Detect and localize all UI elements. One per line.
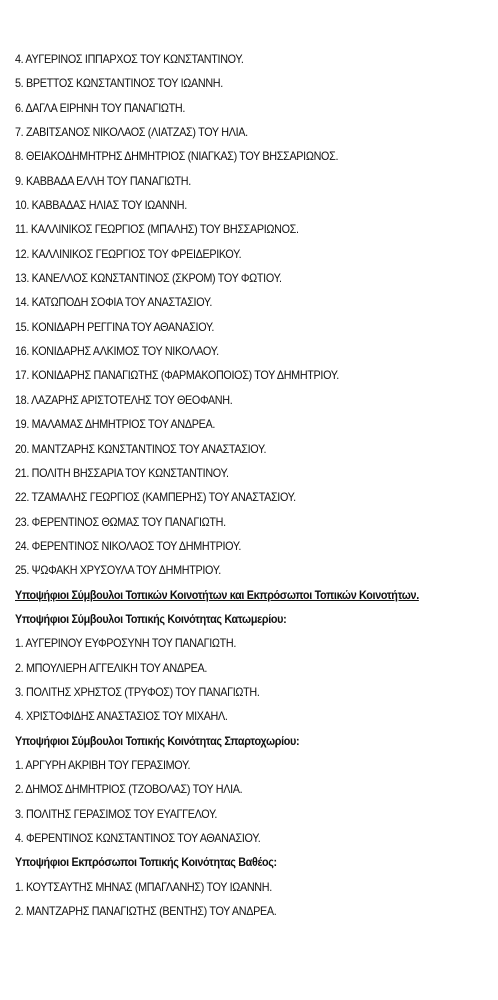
list-item-text: 3. ΠΟΛΙΤΗΣ ΓΕΡΑΣΙΜΟΣ ΤΟΥ ΕΥΑΓΓΕΛΟΥ. <box>15 807 218 821</box>
list-item-text: 7. ΖΑΒΙΤΣΑΝΟΣ ΝΙΚΟΛΑΟΣ (ΛΙΑΤΖΑΣ) ΤΟΥ ΗΛΙΑ. <box>15 126 248 140</box>
list-item <box>15 806 458 830</box>
list-item <box>15 562 458 586</box>
list-item-text: 15. ΚΟΝΙΔΑΡΗ ΡΕΓΓΙΝΑ ΤΟΥ ΑΘΑΝΑΣΙΟΥ. <box>15 320 215 334</box>
list-item <box>15 173 458 197</box>
list-item <box>15 757 458 781</box>
list-item-text: 14. ΚΑΤΩΠΟΔΗ ΣΟΦΙΑ ΤΟΥ ΑΝΑΣΤΑΣΙΟΥ. <box>15 296 213 310</box>
list-item <box>15 100 458 124</box>
list-item <box>15 441 458 465</box>
list-item-text: 2. ΔΗΜΟΣ ΔΗΜΗΤΡΙΟΣ (ΤΖΟΒΟΛΑΣ) ΤΟΥ ΗΛΙΑ. <box>15 783 243 797</box>
list-item <box>15 221 458 245</box>
list-item <box>15 489 458 513</box>
list-item-text: 2. ΜΠΟΥΛΙΕΡΗ ΑΓΓΕΛΙΚΗ ΤΟΥ ΑΝΔΡΕΑ. <box>15 661 208 675</box>
list-item <box>15 367 458 391</box>
list-item <box>15 319 458 343</box>
section-heading <box>15 854 458 878</box>
list-item <box>15 635 458 659</box>
list-item <box>15 75 458 99</box>
list-item <box>15 708 458 732</box>
list-item-text: 9. ΚΑΒΒΑΔΑ ΕΛΛΗ ΤΟΥ ΠΑΝΑΓΙΩΤΗ. <box>15 174 191 188</box>
section-heading-text: Υποψήφιοι Σύμβουλοι Τοπικής Κοινότητας Σπαρτοχωρίου: <box>15 734 300 748</box>
list-item <box>15 124 458 148</box>
section-heading <box>15 587 458 611</box>
section-heading-text: Υποψήφιοι Εκπρόσωποι Τοπικής Κοινότητας Βαθέος: <box>15 856 277 870</box>
list-item-text: 4. ΧΡΙΣΤΟΦΙΔΗΣ ΑΝΑΣΤΑΣΙΟΣ ΤΟΥ ΜΙΧΑΗΛ. <box>15 710 228 724</box>
list-item <box>15 781 458 805</box>
list-item-text: 1. ΑΡΓΥΡΗ ΑΚΡΙΒΗ ΤΟΥ ΓΕΡΑΣΙΜΟΥ. <box>15 758 191 772</box>
list-item <box>15 51 458 75</box>
list-item-text: 8. ΘΕΙΑΚΟΔΗΜΗΤΡΗΣ ΔΗΜΗΤΡΙΟΣ (ΝΙΑΓΚΑΣ) ΤΟΥ ΒΗΣΣΑΡΙΩΝΟΣ. <box>15 150 339 164</box>
list-item <box>15 197 458 221</box>
section-heading <box>15 611 458 635</box>
list-item-text: 11. ΚΑΛΛΙΝΙΚΟΣ ΓΕΩΡΓΙΟΣ (ΜΠΑΛΗΣ) ΤΟΥ ΒΗΣΣΑΡΙΩΝΟΣ. <box>15 223 299 237</box>
section-heading-text: Υποψήφιοι Σύμβουλοι Τοπικών Κοινοτήτων και Εκπρόσωποι Τοπικών Κοινοτήτων. <box>15 588 419 602</box>
list-item-text: 4. ΑΥΓΕΡΙΝΟΣ ΙΠΠΑΡΧΟΣ ΤΟΥ ΚΩΝΣΤΑΝΤΙΝΟΥ. <box>15 53 244 66</box>
list-item-text: 12. ΚΑΛΛΙΝΙΚΟΣ ΓΕΩΡΓΙΟΣ ΤΟΥ ΦΡΕΙΔΕΡΙΚΟΥ. <box>15 247 242 261</box>
list-item-text: 6. ΔΑΓΛΑ ΕΙΡΗΝΗ ΤΟΥ ΠΑΝΑΓΙΩΤΗ. <box>15 101 186 115</box>
list-item-text: 1. ΚΟΥΤΣΑΥΤΗΣ ΜΗΝΑΣ (ΜΠΑΓΛΑΝΗΣ) ΤΟΥ ΙΩΑΝΝΗ. <box>15 880 272 894</box>
list-item <box>15 830 458 854</box>
list-item <box>15 392 458 416</box>
list-item-text: 10. ΚΑΒΒΑΔΑΣ ΗΛΙΑΣ ΤΟΥ ΙΩΑΝΝΗ. <box>15 199 187 213</box>
list-item-text: 22. ΤΖΑΜΑΛΗΣ ΓΕΩΡΓΙΟΣ (ΚΑΜΠΕΡΗΣ) ΤΟΥ ΑΝΑΣΤΑΣΙΟΥ. <box>15 491 296 505</box>
list-item-text: 19. ΜΑΛΑΜΑΣ ΔΗΜΗΤΡΙΟΣ ΤΟΥ ΑΝΔΡΕΑ. <box>15 418 216 432</box>
list-item <box>15 416 458 440</box>
list-item-text: 1. ΑΥΓΕΡΙΝΟΥ ΕΥΦΡΟΣΥΝΗ ΤΟΥ ΠΑΝΑΓΙΩΤΗ. <box>15 637 237 651</box>
list-item <box>15 538 458 562</box>
section-heading-text: Υποψήφιοι Σύμβουλοι Τοπικής Κοινότητας Κατωμερίου: <box>15 612 287 626</box>
list-item-text: 18. ΛΑΖΑΡΗΣ ΑΡΙΣΤΟΤΕΛΗΣ ΤΟΥ ΘΕΟΦΑΝΗ. <box>15 393 233 407</box>
list-item <box>15 879 458 903</box>
list-item-text: 5. ΒΡΕΤΤΟΣ ΚΩΝΣΤΑΝΤΙΝΟΣ ΤΟΥ ΙΩΑΝΝΗ. <box>15 77 223 91</box>
list-item-text: 13. ΚΑΝΕΛΛΟΣ ΚΩΝΣΤΑΝΤΙΝΟΣ (ΣΚΡΟΜ) ΤΟΥ ΦΩΤΙΟΥ. <box>15 272 282 286</box>
list-item-text: 2. ΜΑΝΤΖΑΡΗΣ ΠΑΝΑΓΙΩΤΗΣ (ΒΕΝΤΗΣ) ΤΟΥ ΑΝΔΡΕΑ. <box>15 905 277 919</box>
section-heading <box>15 733 458 757</box>
document-body <box>15 51 458 927</box>
list-item-text: 25. ΨΩΦΑΚΗ ΧΡΥΣΟΥΛΑ ΤΟΥ ΔΗΜΗΤΡΙΟΥ. <box>15 564 221 578</box>
list-item <box>15 270 458 294</box>
list-item <box>15 294 458 318</box>
list-item <box>15 246 458 270</box>
list-item-text: 24. ΦΕΡΕΝΤΙΝΟΣ ΝΙΚΟΛΑΟΣ ΤΟΥ ΔΗΜΗΤΡΙΟΥ. <box>15 539 242 553</box>
list-item-text: 21. ΠΟΛΙΤΗ ΒΗΣΣΑΡΙΑ ΤΟΥ ΚΩΝΣΤΑΝΤΙΝΟΥ. <box>15 466 229 480</box>
list-item-text: 16. ΚΟΝΙΔΑΡΗΣ ΑΛΚΙΜΟΣ ΤΟΥ ΝΙΚΟΛΑΟΥ. <box>15 345 219 359</box>
list-item <box>15 514 458 538</box>
list-item-text: 3. ΠΟΛΙΤΗΣ ΧΡΗΣΤΟΣ (ΤΡΥΦΟΣ) ΤΟΥ ΠΑΝΑΓΙΩΤΗ. <box>15 685 260 699</box>
list-item-text: 17. ΚΟΝΙΔΑΡΗΣ ΠΑΝΑΓΙΩΤΗΣ (ΦΑΡΜΑΚΟΠΟΙΟΣ) ΤΟΥ ΔΗΜΗΤΡΙΟΥ. <box>15 369 339 383</box>
list-item <box>15 903 458 927</box>
list-item <box>15 343 458 367</box>
list-item-text: 23. ΦΕΡΕΝΤΙΝΟΣ ΘΩΜΑΣ ΤΟΥ ΠΑΝΑΓΙΩΤΗ. <box>15 515 226 529</box>
list-item-text: 4. ΦΕΡΕΝΤΙΝΟΣ ΚΩΝΣΤΑΝΤΙΝΟΣ ΤΟΥ ΑΘΑΝΑΣΙΟΥ. <box>15 832 261 845</box>
list-item <box>15 684 458 708</box>
list-item-text: 20. ΜΑΝΤΖΑΡΗΣ ΚΩΝΣΤΑΝΤΙΝΟΣ ΤΟΥ ΑΝΑΣΤΑΣΙΟΥ. <box>15 442 267 456</box>
list-item <box>15 148 458 172</box>
list-item <box>15 660 458 684</box>
list-item <box>15 465 458 489</box>
